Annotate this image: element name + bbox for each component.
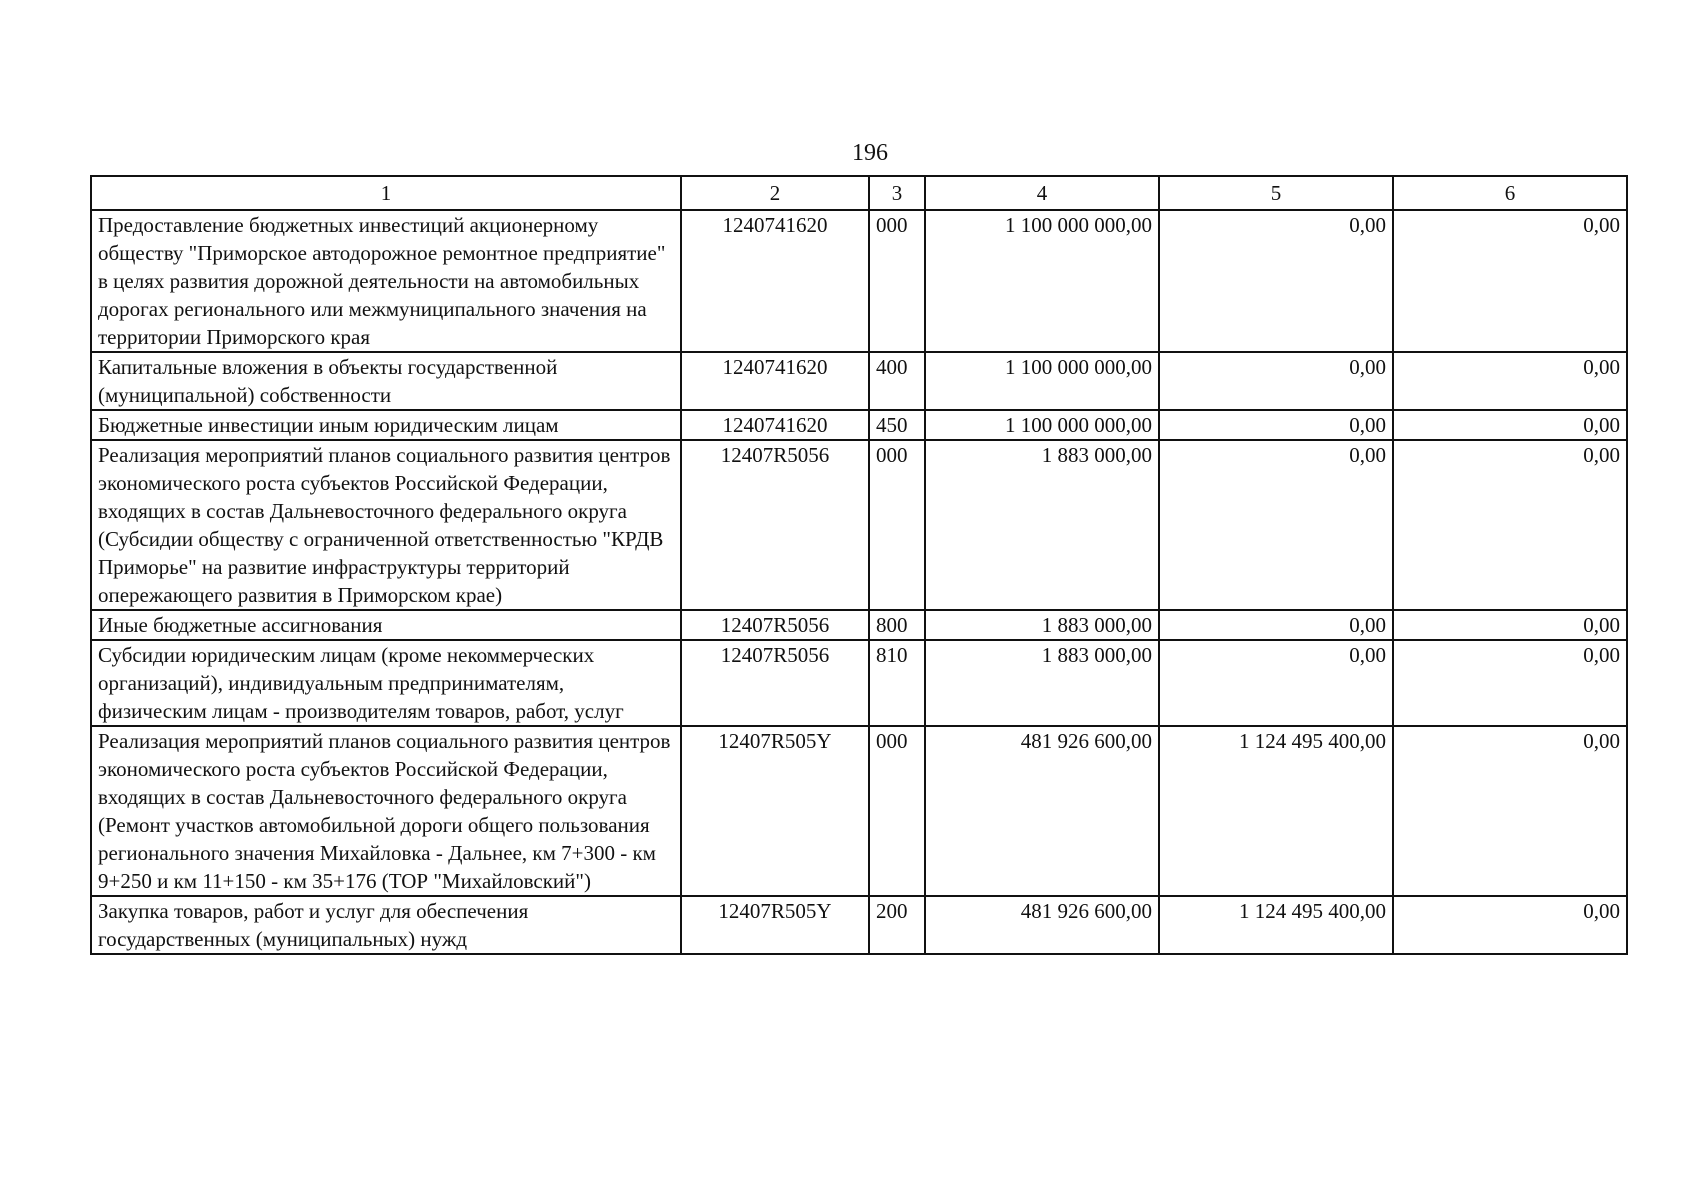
amount-col-4: 1 883 000,00 (925, 440, 1159, 610)
expense-type-code: 800 (869, 610, 925, 640)
amount-col-6: 0,00 (1393, 410, 1627, 440)
target-article-code: 12407R5056 (681, 440, 869, 610)
amount-col-5: 0,00 (1159, 210, 1393, 352)
amount-col-5: 1 124 495 400,00 (1159, 726, 1393, 896)
table-row (91, 610, 1627, 640)
expense-type-code: 000 (869, 726, 925, 896)
amount-col-5: 0,00 (1159, 610, 1393, 640)
table-row (91, 440, 1627, 610)
expense-type-code: 400 (869, 352, 925, 410)
target-article-code: 12407R5056 (681, 640, 869, 726)
amount-col-6: 0,00 (1393, 610, 1627, 640)
table-row (91, 352, 1627, 410)
target-article-code: 1240741620 (681, 410, 869, 440)
amount-col-6: 0,00 (1393, 640, 1627, 726)
amount-col-6: 0,00 (1393, 210, 1627, 352)
expense-type-code: 200 (869, 896, 925, 954)
expense-type-code: 000 (869, 210, 925, 352)
table-row (91, 726, 1627, 896)
amount-col-5: 1 124 495 400,00 (1159, 896, 1393, 954)
amount-col-4: 1 100 000 000,00 (925, 210, 1159, 352)
amount-col-4: 481 926 600,00 (925, 896, 1159, 954)
amount-col-6: 0,00 (1393, 352, 1627, 410)
page-number: 196 (852, 140, 888, 166)
target-article-code: 12407R505Y (681, 896, 869, 954)
amount-col-4: 1 883 000,00 (925, 610, 1159, 640)
row-name: Закупка товаров, работ и услуг для обеспечения государственных (муниципальных) нужд (91, 896, 681, 954)
amount-col-5: 0,00 (1159, 640, 1393, 726)
row-name: Реализация мероприятий планов социального развития центров экономического роста субъектов Российской Федерации, входящих в состав Дальневосточного федерального округа (Субсидии обществу с ограниченной ответственностью "КРДВ Приморье" на развитие инфраструктуры территорий опережающего развития в Приморском крае) (91, 440, 681, 610)
amount-col-4: 481 926 600,00 (925, 726, 1159, 896)
amount-col-6: 0,00 (1393, 726, 1627, 896)
column-header: 4 (925, 176, 1159, 210)
row-name: Предоставление бюджетных инвестиций акционерному обществу "Приморское автодорожное ремонтное предприятие" в целях развития дорожной деятельности на автомобильных дорогах регионального или межмуниципального значения на территории Приморского края (91, 210, 681, 352)
column-header: 5 (1159, 176, 1393, 210)
table-row (91, 410, 1627, 440)
target-article-code: 12407R505Y (681, 726, 869, 896)
target-article-code: 1240741620 (681, 352, 869, 410)
expense-type-code: 000 (869, 440, 925, 610)
amount-col-5: 0,00 (1159, 410, 1393, 440)
table-row (91, 640, 1627, 726)
amount-col-4: 1 883 000,00 (925, 640, 1159, 726)
row-name: Капитальные вложения в объекты государственной (муниципальной) собственности (91, 352, 681, 410)
column-header: 1 (91, 176, 681, 210)
amount-col-6: 0,00 (1393, 440, 1627, 610)
target-article-code: 12407R5056 (681, 610, 869, 640)
column-header: 6 (1393, 176, 1627, 210)
expense-type-code: 450 (869, 410, 925, 440)
amount-col-6: 0,00 (1393, 896, 1627, 954)
amount-col-5: 0,00 (1159, 352, 1393, 410)
table-row (91, 896, 1627, 954)
row-name: Иные бюджетные ассигнования (91, 610, 681, 640)
amount-col-4: 1 100 000 000,00 (925, 352, 1159, 410)
column-header: 2 (681, 176, 869, 210)
expense-type-code: 810 (869, 640, 925, 726)
target-article-code: 1240741620 (681, 210, 869, 352)
column-header: 3 (869, 176, 925, 210)
amount-col-4: 1 100 000 000,00 (925, 410, 1159, 440)
row-name: Бюджетные инвестиции иным юридическим лицам (91, 410, 681, 440)
table-row (91, 210, 1627, 352)
row-name: Субсидии юридическим лицам (кроме некоммерческих организаций), индивидуальным предпринимателям, физическим лицам - производителям товаров, работ, услуг (91, 640, 681, 726)
amount-col-5: 0,00 (1159, 440, 1393, 610)
budget-table (90, 175, 1628, 955)
table-header-row (91, 176, 1627, 210)
row-name: Реализация мероприятий планов социального развития центров экономического роста субъектов Российской Федерации, входящих в состав Дальневосточного федерального округа (Ремонт участков автомобильной дороги общего пользования регионального значения Михайловка - Дальнее, км 7+300 - км 9+250 и км 11+150 - км 35+176 (ТОР "Михайловский") (91, 726, 681, 896)
